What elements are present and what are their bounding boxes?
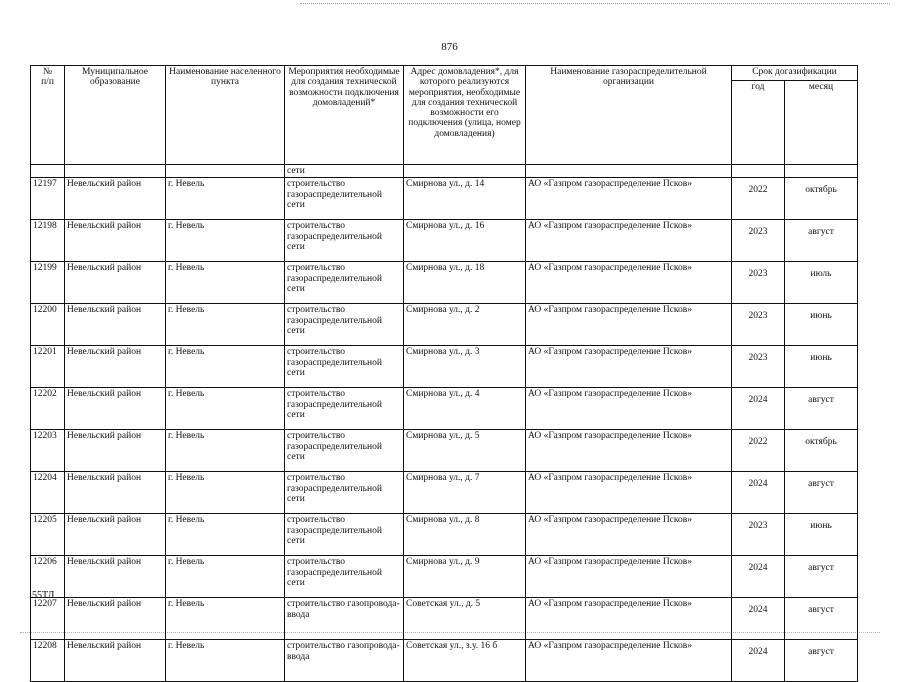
cell-month: август: [785, 220, 858, 262]
cell-row-number: 12205: [31, 514, 65, 556]
cell-municipality: Невельский район: [65, 514, 166, 556]
cell-municipality: Невельский район: [65, 640, 166, 682]
cell-year: 2024: [732, 472, 785, 514]
cell-organization: АО «Газпром газораспределение Псков»: [526, 556, 732, 598]
table-row: [31, 346, 858, 388]
header-address: Адрес домовладения*, для которого реализуются мероприятия, необходимые для создания технической возможности его подключения (улица, номер домовладения): [404, 66, 526, 165]
cell-row-number: 12206: [31, 556, 65, 598]
cell-measure: строительство газораспределительной сети: [285, 430, 404, 472]
cell-organization: АО «Газпром газораспределение Псков»: [526, 220, 732, 262]
cell-month: август: [785, 556, 858, 598]
cell-address: Смирнова ул., д. 5: [404, 430, 526, 472]
cell-settlement: г. Невель: [166, 346, 285, 388]
cell-settlement: г. Невель: [166, 514, 285, 556]
cell-settlement: г. Невель: [166, 430, 285, 472]
cell-measure: строительство газораспределительной сети: [285, 304, 404, 346]
cell-measure: строительство газораспределительной сети: [285, 346, 404, 388]
cell-row-number: 12198: [31, 220, 65, 262]
cell-municipality: Невельский район: [65, 598, 166, 640]
cell-organization: АО «Газпром газораспределение Псков»: [526, 640, 732, 682]
cell-municipality: Невельский район: [65, 556, 166, 598]
cell-year: 2022: [732, 430, 785, 472]
cell-organization: АО «Газпром газораспределение Псков»: [526, 598, 732, 640]
cell-organization: АО «Газпром газораспределение Псков»: [526, 388, 732, 430]
cell-organization: АО «Газпром газораспределение Псков»: [526, 262, 732, 304]
cell-organization: АО «Газпром газораспределение Псков»: [526, 472, 732, 514]
cell-year: 2024: [732, 556, 785, 598]
cell-month: август: [785, 388, 858, 430]
cell-empty: [732, 165, 785, 178]
cell-row-number: 12200: [31, 304, 65, 346]
cell-year: 2024: [732, 388, 785, 430]
header-measures: Мероприятия необходимые для создания технической возможности подключения домовладений*: [285, 66, 404, 165]
cell-year: 2023: [732, 304, 785, 346]
cell-municipality: Невельский район: [65, 220, 166, 262]
page-number: 876: [441, 41, 458, 53]
cell-measure: строительство газораспределительной сети: [285, 388, 404, 430]
cell-row-number: 12204: [31, 472, 65, 514]
header-municipality: Муниципальное образование: [65, 66, 166, 165]
cell-municipality: Невельский район: [65, 346, 166, 388]
cell-measure: строительство газораспределительной сети: [285, 514, 404, 556]
cell-settlement: г. Невель: [166, 178, 285, 220]
cell-month: июль: [785, 262, 858, 304]
cell-month: август: [785, 640, 858, 682]
cell-empty: [404, 165, 526, 178]
scan-artifact-top: [300, 3, 890, 4]
cell-row-number: 12197: [31, 178, 65, 220]
table-row: [31, 514, 858, 556]
cell-month: октябрь: [785, 430, 858, 472]
cell-municipality: Невельский район: [65, 178, 166, 220]
table-row: [31, 556, 858, 598]
cell-empty: [166, 165, 285, 178]
cell-continued-measure: сети: [285, 165, 404, 178]
cell-row-number: 12203: [31, 430, 65, 472]
cell-municipality: Невельский район: [65, 472, 166, 514]
cell-address: Советская ул., з.у. 16 б: [404, 640, 526, 682]
table-row: [31, 472, 858, 514]
cell-settlement: г. Невель: [166, 220, 285, 262]
cell-empty: [31, 165, 65, 178]
header-num: [31, 66, 65, 165]
continued-row: [31, 165, 858, 178]
cell-month: июнь: [785, 346, 858, 388]
cell-organization: АО «Газпром газораспределение Псков»: [526, 304, 732, 346]
cell-measure: строительство газопровода-ввода: [285, 598, 404, 640]
cell-month: август: [785, 472, 858, 514]
cell-address: Смирнова ул., д. 9: [404, 556, 526, 598]
cell-settlement: г. Невель: [166, 640, 285, 682]
cell-year: 2023: [732, 220, 785, 262]
cell-row-number: 12201: [31, 346, 65, 388]
cell-organization: АО «Газпром газораспределение Псков»: [526, 346, 732, 388]
cell-month: июнь: [785, 514, 858, 556]
header-settlement: Наименование населенного пункта: [166, 66, 285, 165]
cell-organization: АО «Газпром газораспределение Псков»: [526, 178, 732, 220]
cell-year: 2023: [732, 346, 785, 388]
header-num-text: № п/п: [41, 67, 54, 88]
table-row: [31, 388, 858, 430]
cell-settlement: г. Невель: [166, 388, 285, 430]
cell-measure: строительство газопровода-ввода: [285, 640, 404, 682]
header-month: месяц: [785, 81, 858, 165]
cell-settlement: г. Невель: [166, 472, 285, 514]
cell-address: Смирнова ул., д. 14: [404, 178, 526, 220]
header-year: год: [732, 81, 785, 165]
cell-year: 2022: [732, 178, 785, 220]
table-row: [31, 178, 858, 220]
cell-address: Смирнова ул., д. 18: [404, 262, 526, 304]
cell-settlement: г. Невель: [166, 598, 285, 640]
cell-settlement: г. Невель: [166, 262, 285, 304]
cell-municipality: Невельский район: [65, 262, 166, 304]
cell-address: Смирнова ул., д. 8: [404, 514, 526, 556]
cell-address: Советская ул., д. 5: [404, 598, 526, 640]
cell-row-number: 12208: [31, 640, 65, 682]
cell-address: Смирнова ул., д. 4: [404, 388, 526, 430]
cell-row-number: 12202: [31, 388, 65, 430]
table-row: [31, 430, 858, 472]
table-row: [31, 304, 858, 346]
cell-settlement: г. Невель: [166, 556, 285, 598]
cell-month: июнь: [785, 304, 858, 346]
cell-organization: АО «Газпром газораспределение Псков»: [526, 430, 732, 472]
table-row: [31, 220, 858, 262]
cell-year: 2023: [732, 514, 785, 556]
cell-year: 2024: [732, 640, 785, 682]
cell-measure: строительство газораспределительной сети: [285, 262, 404, 304]
cell-measure: строительство газораспределительной сети: [285, 178, 404, 220]
table-row: [31, 640, 858, 682]
cell-row-number: 12207: [31, 598, 65, 640]
table-row: [31, 598, 858, 640]
cell-municipality: Невельский район: [65, 430, 166, 472]
cell-row-number: 12199: [31, 262, 65, 304]
cell-municipality: Невельский район: [65, 304, 166, 346]
cell-year: 2024: [732, 598, 785, 640]
cell-month: октябрь: [785, 178, 858, 220]
cell-empty: [526, 165, 732, 178]
cell-measure: строительство газораспределительной сети: [285, 220, 404, 262]
cell-address: Смирнова ул., д. 3: [404, 346, 526, 388]
footer-code: 55ТЛ: [32, 590, 55, 601]
cell-address: Смирнова ул., д. 7: [404, 472, 526, 514]
table-body: [31, 165, 858, 682]
cell-empty: [785, 165, 858, 178]
gasification-table: [30, 65, 858, 682]
cell-address: Смирнова ул., д. 2: [404, 304, 526, 346]
header-row-1: [31, 66, 858, 81]
cell-address: Смирнова ул., д. 16: [404, 220, 526, 262]
cell-settlement: г. Невель: [166, 304, 285, 346]
header-deadline: Срок догазификации: [732, 66, 858, 81]
cell-measure: строительство газораспределительной сети: [285, 556, 404, 598]
header-organization: Наименование газораспределительной организации: [526, 66, 732, 165]
cell-year: 2023: [732, 262, 785, 304]
cell-measure: строительство газораспределительной сети: [285, 472, 404, 514]
table-row: [31, 262, 858, 304]
cell-organization: АО «Газпром газораспределение Псков»: [526, 514, 732, 556]
cell-empty: [65, 165, 166, 178]
cell-municipality: Невельский район: [65, 388, 166, 430]
cell-month: август: [785, 598, 858, 640]
